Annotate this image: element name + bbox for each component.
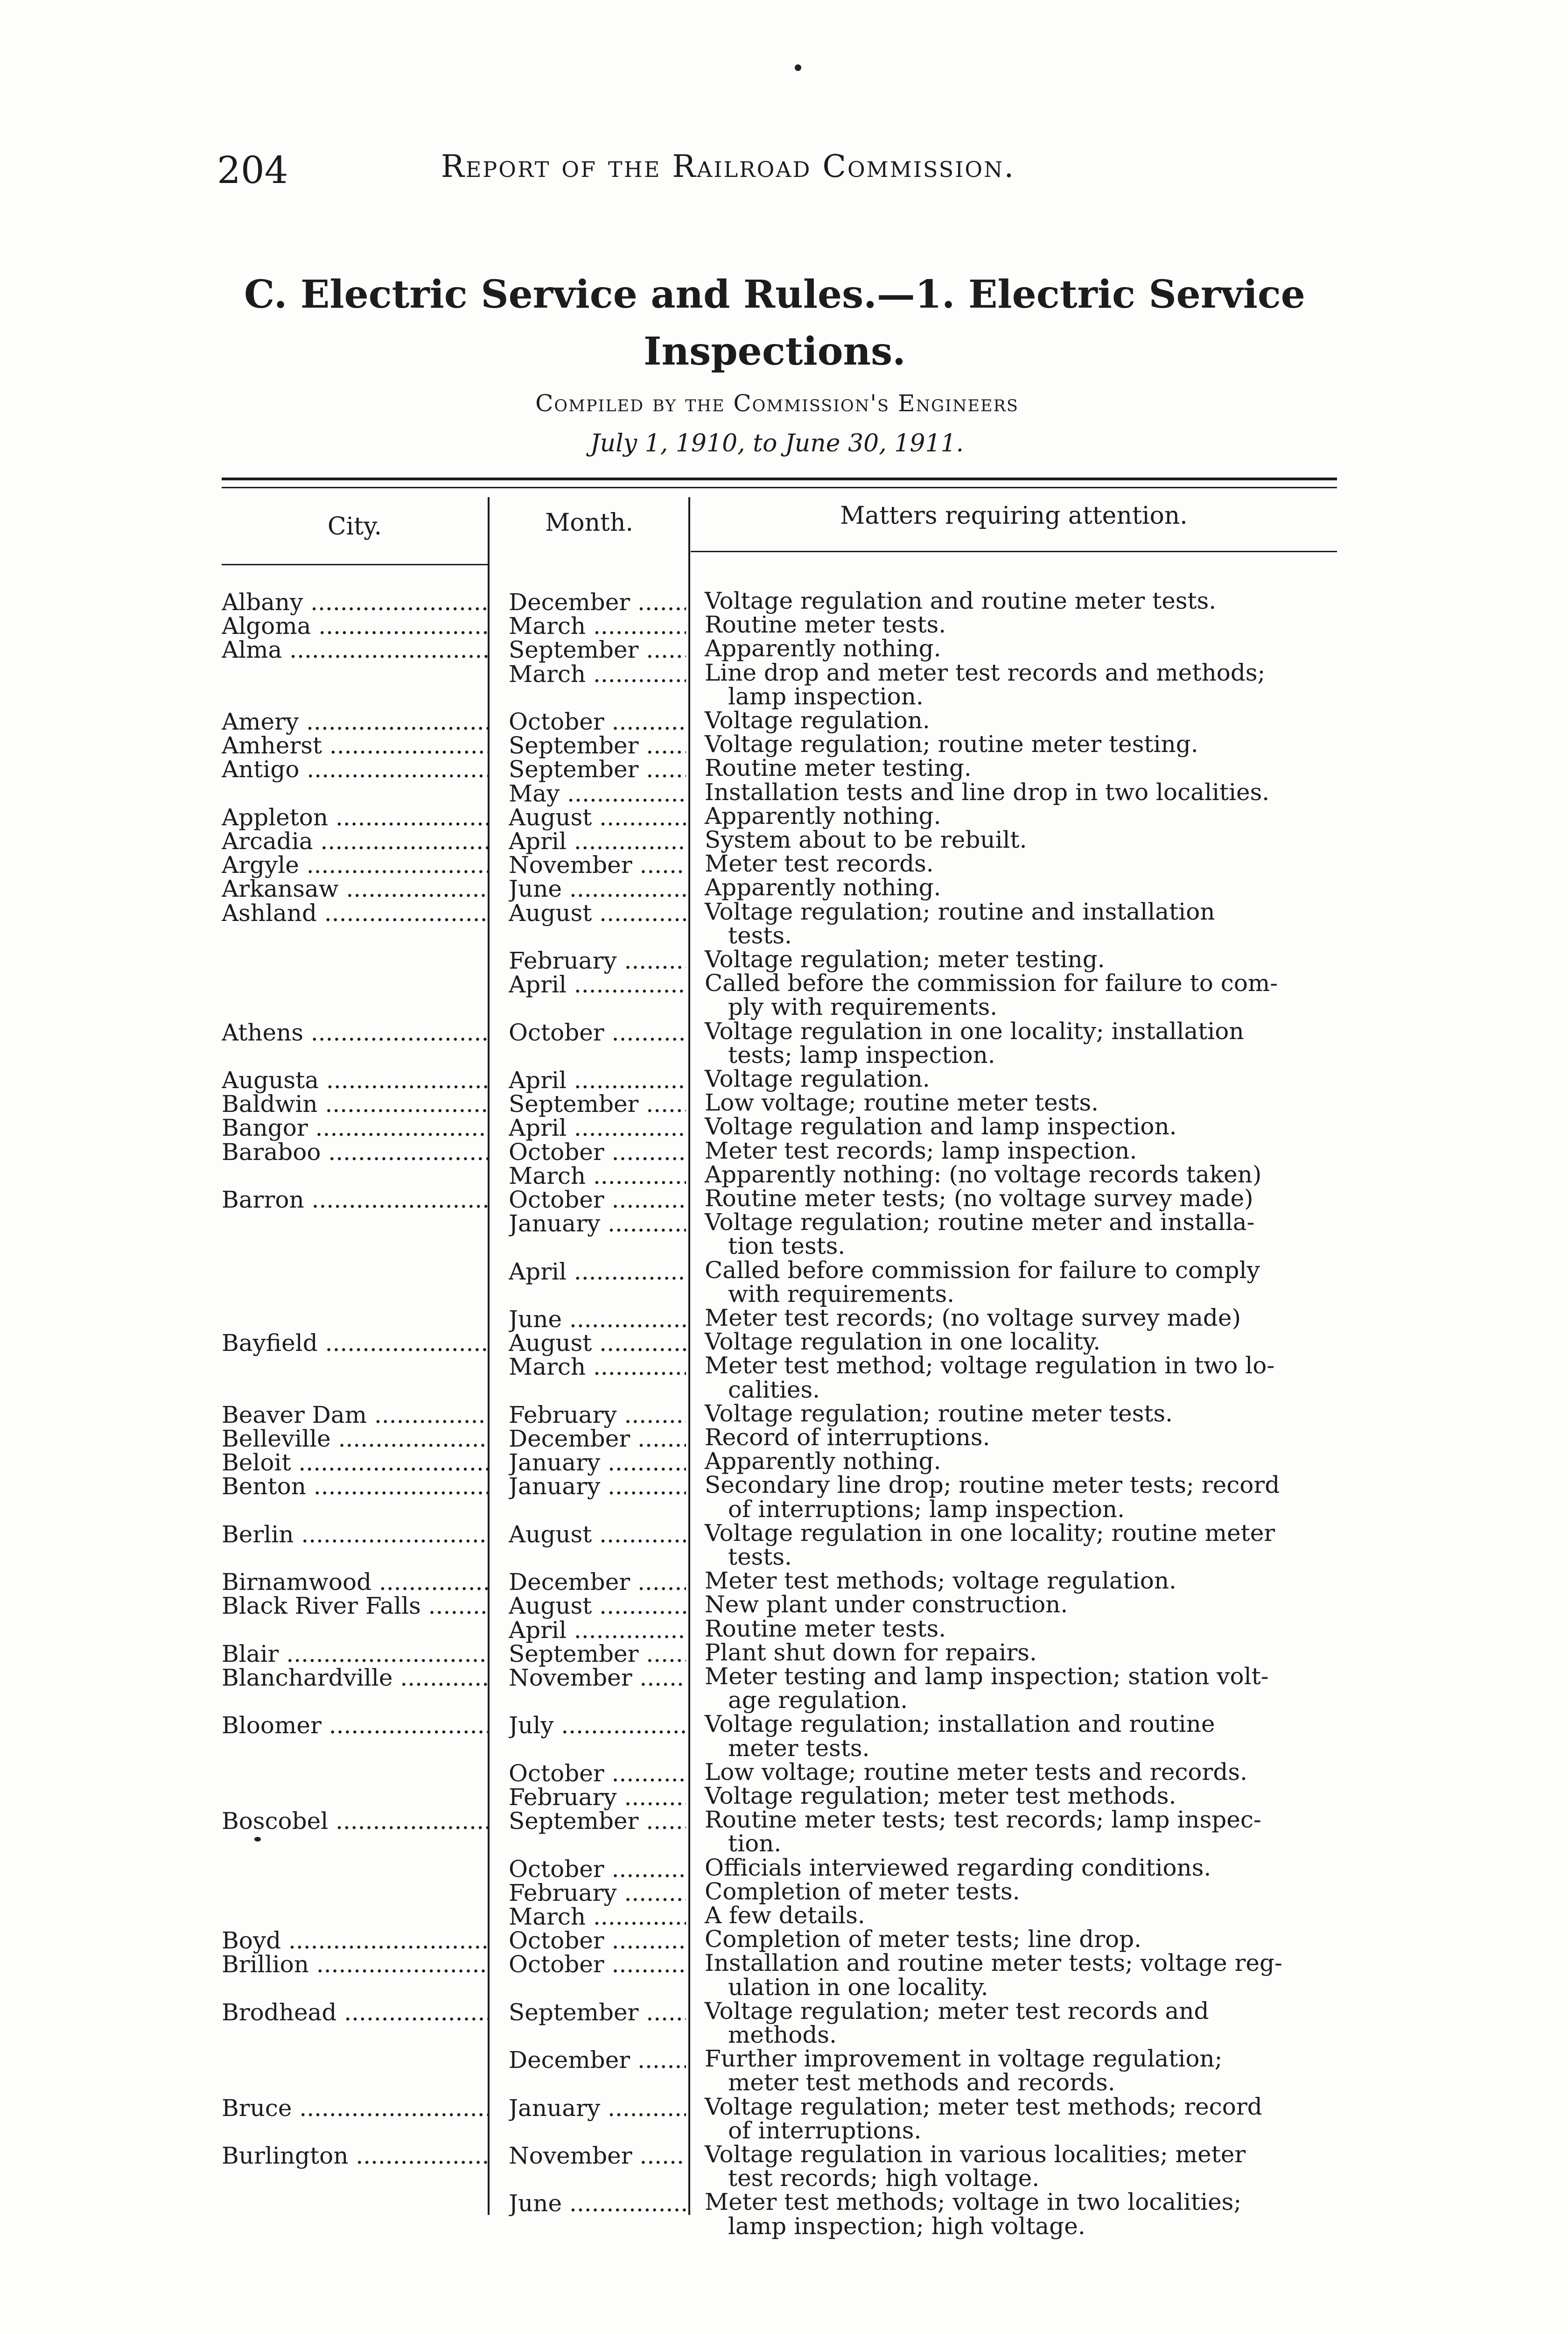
row-month: April ..... — [509, 1258, 686, 1285]
row-matter-line: New plant under construction. — [705, 1591, 1068, 1618]
row-city: Bangor ..... — [222, 1115, 488, 1141]
column-header-city: City. — [327, 513, 382, 541]
row-month: December ..... — [509, 589, 686, 615]
row-matter-line: Meter test methods; voltage in two localities; — [705, 2188, 1242, 2215]
row-month: November ..... — [509, 1665, 686, 1691]
row-matter-line: meter test methods and records. — [728, 2069, 1115, 2096]
row-month: January ..... — [509, 2095, 686, 2121]
header-rule-matters — [691, 551, 1337, 552]
row-matter-line: Voltage regulation and routine meter tests. — [705, 587, 1217, 614]
header-rule-city — [222, 564, 488, 565]
speck-1 — [795, 64, 801, 71]
row-month: August ..... — [509, 900, 686, 926]
row-city: Bayfield ..... — [222, 1330, 488, 1356]
row-month: August ..... — [509, 1330, 686, 1356]
row-matter-line: methods. — [728, 2021, 837, 2048]
row-month: January ..... — [509, 1210, 686, 1237]
row-month: May ..... — [509, 780, 686, 807]
row-month: October ..... — [509, 1856, 686, 1882]
column-rule-2 — [688, 497, 690, 2215]
row-matter-line: Record of interruptions. — [705, 1424, 990, 1451]
row-month: September ..... — [509, 1808, 686, 1834]
date-range: July 1, 1910, to June 30, 1911. — [590, 429, 964, 457]
row-matter-line: Meter test records. — [705, 850, 934, 877]
row-matter-line: Low voltage; routine meter tests and records. — [705, 1758, 1247, 1786]
row-matter-line: Voltage regulation in various localities; meter — [705, 2141, 1246, 2168]
row-matter-line: Installation and routine meter tests; voltage reg- — [705, 1949, 1282, 1976]
row-city: Belleville ..... — [222, 1426, 488, 1452]
row-month: September ..... — [509, 1641, 686, 1667]
row-city: Brodhead ..... — [222, 1999, 488, 2025]
speck-2 — [254, 1837, 261, 1842]
row-matter-line: Meter test methods; voltage regulation. — [705, 1567, 1176, 1594]
row-month: December ..... — [509, 2047, 686, 2073]
row-month: February ..... — [509, 1880, 686, 1906]
row-city: Brillion ..... — [222, 1951, 488, 1977]
row-city: Benton ..... — [222, 1473, 488, 1499]
row-matter-line: Line drop and meter test records and methods; — [705, 659, 1266, 686]
row-matter-line: Routine meter testing. — [705, 754, 972, 781]
row-city: Bloomer ..... — [222, 1712, 488, 1738]
row-matter-line: tion tests. — [728, 1232, 846, 1259]
row-city: Amery ..... — [222, 709, 488, 735]
row-month: October ..... — [509, 1927, 686, 1954]
running-head: Report of the Railroad Commission. — [441, 148, 1015, 184]
row-matter-line: ply with requirements. — [728, 993, 998, 1020]
row-month: April ..... — [509, 1115, 686, 1141]
row-matter-line: Voltage regulation; routine meter tests. — [705, 1400, 1173, 1427]
row-month: October ..... — [509, 709, 686, 735]
row-matter-line: ulation in one locality. — [728, 1974, 988, 2001]
row-matter-line: Apparently nothing: (no voltage records taken) — [705, 1161, 1262, 1188]
row-matter-line: Installation tests and line drop in two localities. — [705, 779, 1270, 806]
row-month: November ..... — [509, 852, 686, 878]
row-matter-line: Voltage regulation. — [705, 707, 930, 734]
row-matter-line: meter tests. — [728, 1735, 870, 1762]
row-matter-line: Voltage regulation and lamp inspection. — [705, 1113, 1177, 1140]
row-city: Ashland ..... — [222, 900, 488, 926]
row-matter-line: with requirements. — [728, 1280, 955, 1308]
row-month: March ..... — [509, 1354, 686, 1380]
row-city: Arkansaw ..... — [222, 876, 488, 902]
row-month: April ..... — [509, 971, 686, 998]
row-month: January ..... — [509, 1473, 686, 1499]
row-matter-line: Voltage regulation; meter test methods. — [705, 1782, 1176, 1809]
row-city: Augusta ..... — [222, 1067, 488, 1093]
row-city: Berlin ..... — [222, 1521, 488, 1547]
row-city: Antigo ..... — [222, 756, 488, 782]
row-month: March ..... — [509, 613, 686, 639]
page-number: 204 — [217, 148, 288, 192]
row-month: March ..... — [509, 1163, 686, 1189]
row-city: Boyd ..... — [222, 1927, 488, 1954]
row-month: December ..... — [509, 1426, 686, 1452]
row-month: October ..... — [509, 1951, 686, 1977]
row-matter-line: Apparently nothing. — [705, 1448, 941, 1475]
row-city: Argyle ..... — [222, 852, 488, 878]
row-city: Athens ..... — [222, 1019, 488, 1046]
row-matter-line: Further improvement in voltage regulation; — [705, 2045, 1223, 2072]
row-month: August ..... — [509, 1593, 686, 1619]
row-month: July ..... — [509, 1712, 686, 1738]
row-city: Baraboo ..... — [222, 1139, 488, 1165]
top-rule-thin — [222, 487, 1337, 488]
row-matter-line: Routine meter tests. — [705, 1615, 946, 1642]
compiled-by: Compiled by the Commission's Engineers — [535, 390, 1019, 417]
row-matter-line: Voltage regulation; meter test methods; record — [705, 2093, 1262, 2120]
row-month: February ..... — [509, 948, 686, 974]
row-city: Beaver Dam ..... — [222, 1402, 488, 1428]
row-matter-line: Voltage regulation; routine meter and installa- — [705, 1209, 1255, 1236]
column-header-matters: Matters requiring attention. — [840, 502, 1188, 530]
row-matter-line: Routine meter tests. — [705, 611, 946, 638]
row-matter-line: Voltage regulation. — [705, 1065, 930, 1092]
row-city: Barron ..... — [222, 1187, 488, 1213]
row-matter-line: Called before commission for failure to comply — [705, 1257, 1260, 1284]
row-city: Blanchardville ..... — [222, 1665, 488, 1691]
row-matter-line: Completion of meter tests; line drop. — [705, 1926, 1142, 1953]
row-matter-line: Voltage regulation in one locality; installation — [705, 1018, 1244, 1045]
row-matter-line: tests; lamp inspection. — [728, 1041, 995, 1069]
row-city: Baldwin ..... — [222, 1091, 488, 1117]
row-month: February ..... — [509, 1784, 686, 1810]
row-city: Birnamwood ..... — [222, 1569, 488, 1595]
row-city: Black River Falls ..... — [222, 1593, 488, 1619]
column-rule-1 — [488, 497, 490, 2215]
row-matter-line: calities. — [728, 1376, 820, 1403]
row-month: June ..... — [509, 876, 686, 902]
top-rule-thick — [222, 478, 1337, 480]
row-matter-line: Called before the commission for failure to com- — [705, 970, 1278, 997]
row-month: April ..... — [509, 1067, 686, 1093]
row-city: Appleton ..... — [222, 804, 488, 830]
row-matter-line: Voltage regulation; meter test records and — [705, 1997, 1209, 2025]
row-month: June ..... — [509, 1306, 686, 1332]
row-city: Algoma ..... — [222, 613, 488, 639]
row-matter-line: tests. — [728, 922, 792, 949]
row-month: September ..... — [509, 732, 686, 759]
row-matter-line: Apparently nothing. — [705, 635, 941, 662]
row-matter-line: Voltage regulation; routine meter testing. — [705, 731, 1198, 758]
row-matter-line: Secondary line drop; routine meter tests; record — [705, 1471, 1280, 1498]
row-city: Albany ..... — [222, 589, 488, 615]
row-month: January ..... — [509, 1449, 686, 1476]
row-matter-line: lamp inspection; high voltage. — [728, 2213, 1085, 2240]
row-month: October ..... — [509, 1139, 686, 1165]
row-matter-line: Routine meter tests; test records; lamp inspec- — [705, 1806, 1261, 1833]
row-matter-line: tests. — [728, 1543, 792, 1570]
section-title-line-2: Inspections. — [644, 329, 906, 374]
row-matter-line: Officials interviewed regarding conditions. — [705, 1854, 1211, 1881]
row-matter-line: Meter test method; voltage regulation in two lo- — [705, 1352, 1275, 1379]
row-matter-line: Voltage regulation; routine and installation — [705, 898, 1215, 925]
row-city: Amherst ..... — [222, 732, 488, 759]
row-matter-line: age regulation. — [728, 1687, 908, 1714]
row-matter-line: Voltage regulation in one locality; routine meter — [705, 1519, 1275, 1547]
row-city: Boscobel ..... — [222, 1808, 488, 1834]
row-matter-line: Apparently nothing. — [705, 802, 941, 830]
row-matter-line: of interruptions. — [728, 2117, 922, 2144]
row-month: September ..... — [509, 756, 686, 782]
row-city: Burlington ..... — [222, 2143, 488, 2169]
row-month: October ..... — [509, 1019, 686, 1046]
row-month: December ..... — [509, 1569, 686, 1595]
row-matter-line: lamp inspection. — [728, 683, 924, 710]
row-matter-line: tion. — [728, 1830, 782, 1857]
row-month: October ..... — [509, 1760, 686, 1786]
row-month: June ..... — [509, 2190, 686, 2216]
row-month: September ..... — [509, 1999, 686, 2025]
row-matter-line: A few details. — [705, 1902, 865, 1929]
row-matter-line: Routine meter tests; (no voltage survey made) — [705, 1185, 1253, 1212]
row-matter-line: Meter test records; (no voltage survey made) — [705, 1304, 1241, 1331]
row-matter-line: Voltage regulation; meter testing. — [705, 946, 1105, 973]
row-city: Alma ..... — [222, 637, 488, 663]
row-matter-line: Meter test records; lamp inspection. — [705, 1137, 1137, 1164]
row-matter-line: of interruptions; lamp inspection. — [728, 1496, 1125, 1523]
row-month: April ..... — [509, 1617, 686, 1643]
row-month: March ..... — [509, 1904, 686, 1930]
row-month: November ..... — [509, 2143, 686, 2169]
row-matter-line: Voltage regulation in one locality. — [705, 1328, 1101, 1355]
row-month: October ..... — [509, 1187, 686, 1213]
row-matter-line: test records; high voltage. — [728, 2165, 1040, 2192]
row-city: Blair ..... — [222, 1641, 488, 1667]
column-header-month: Month. — [545, 509, 633, 537]
row-matter-line: Apparently nothing. — [705, 874, 941, 901]
row-matter-line: Meter testing and lamp inspection; station volt- — [705, 1663, 1269, 1690]
row-month: August ..... — [509, 804, 686, 830]
section-title — [0, 266, 1549, 380]
row-month: August ..... — [509, 1521, 686, 1547]
row-month: April ..... — [509, 828, 686, 854]
row-matter-line: Plant shut down for repairs. — [705, 1639, 1037, 1666]
row-month: March ..... — [509, 661, 686, 687]
row-matter-line: Voltage regulation; installation and routine — [705, 1710, 1215, 1737]
row-month: September ..... — [509, 637, 686, 663]
row-city: Bruce ..... — [222, 2095, 488, 2121]
row-month: February ..... — [509, 1402, 686, 1428]
row-matter-line: System about to be rebuilt. — [705, 826, 1027, 853]
section-title-line-1: C. Electric Service and Rules.—1. Electric Service — [244, 272, 1305, 317]
row-matter-line: Low voltage; routine meter tests. — [705, 1089, 1099, 1116]
row-city: Arcadia ..... — [222, 828, 488, 854]
row-matter-line: Completion of meter tests. — [705, 1878, 1020, 1905]
row-city: Beloit ..... — [222, 1449, 488, 1476]
row-month: September ..... — [509, 1091, 686, 1117]
